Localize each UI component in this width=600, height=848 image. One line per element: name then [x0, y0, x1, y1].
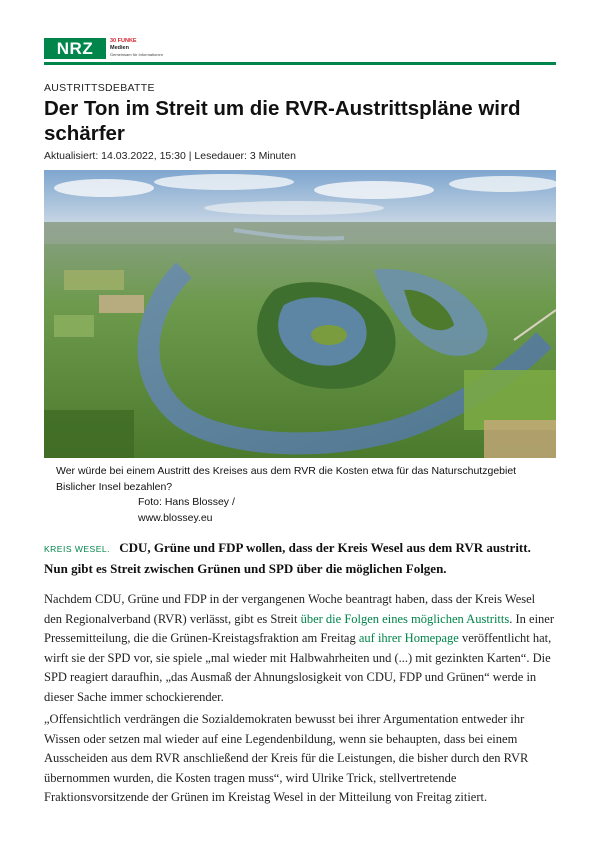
dateline: KREIS WESEL.	[44, 544, 110, 554]
nrz-logo[interactable]: NRZ	[44, 38, 106, 59]
paragraph-1-text-a: Nachdem CDU, Grüne und FDP in der vergangenen Woche beantragt haben, dass der Kreis Wesel den Regionalverband (RVR) verlässt, gibt es Streit	[44, 592, 536, 626]
article-meta: Aktualisiert: 14.03.2022, 15:30 | Lesedauer: 3 Minuten	[44, 150, 296, 162]
funke-logo-line2: Medien	[110, 45, 129, 51]
article-kicker: AUSTRITTSDEBATTE	[44, 82, 155, 94]
paragraph-1-text-b: . In einer Pressemitteilung, die die Grünen-Kreistagsfraktion am Freitag	[44, 611, 555, 645]
photo-caption: Wer würde bei einem Austritt des Kreises aus dem RVR die Kosten etwa für das Naturschutzgebiet Bislicher Insel bezahlen?	[56, 465, 517, 493]
photo-credit: Foto: Hans Blossey / www.blossey.eu	[138, 496, 235, 524]
article-lead	[44, 538, 556, 579]
funke-logo-line1: 30 FUNKE	[110, 38, 137, 44]
article-headline: Der Ton im Streit um die RVR-Austrittspläne wird schärfer	[44, 97, 521, 145]
lead-text: CDU, Grüne und FDP wollen, dass der Kreis Wesel aus dem RVR austritt. Nun gibt es Streit zwischen Grünen und SPD über die möglichen Folgen.	[44, 540, 531, 576]
header-divider	[44, 62, 556, 65]
link-austritt-folgen[interactable]: über die Folgen eines möglichen Austritts	[300, 611, 510, 626]
funke-logo	[110, 38, 170, 60]
article-photo	[44, 170, 556, 458]
article-paragraph-2: „Offensichtlich verdrängen die Sozialdemokraten bewusst bei ihrer Argumentation entweder ihr Wissen oder setzen mal wieder auf eine Legendenbildung, wenn sie behaupten, dass bei einem Ausscheiden aus dem RVR anschließend der Kreis für die Leistungen, die bisher durch den RVR übernommen wurden, die Kosten tragen muss“, wird Ulrike Trick, stellvertretende Fraktionsvorsitzende der Grünen im Kreistag Wesel in der Mitteilung von Freitag zitiert.	[44, 712, 529, 804]
link-homepage[interactable]: auf ihrer Homepage	[358, 631, 459, 645]
article-paragraph-1	[44, 590, 556, 707]
funke-logo-line3: Gemeinsam für Informationen	[110, 52, 163, 57]
paragraph-1-text-c: veröffentlicht hat, wirft sie der SPD vor, sie spiele „mal wieder mit Halbwahrheiten und (...) mit gezinkten Karten“. Die SPD reagiert daraufhin, „das Ausmaß der Ahnungslosigkeit von CDU, FDP und Grünen“ werde in dieser Sache immer schockierender.	[44, 631, 552, 704]
